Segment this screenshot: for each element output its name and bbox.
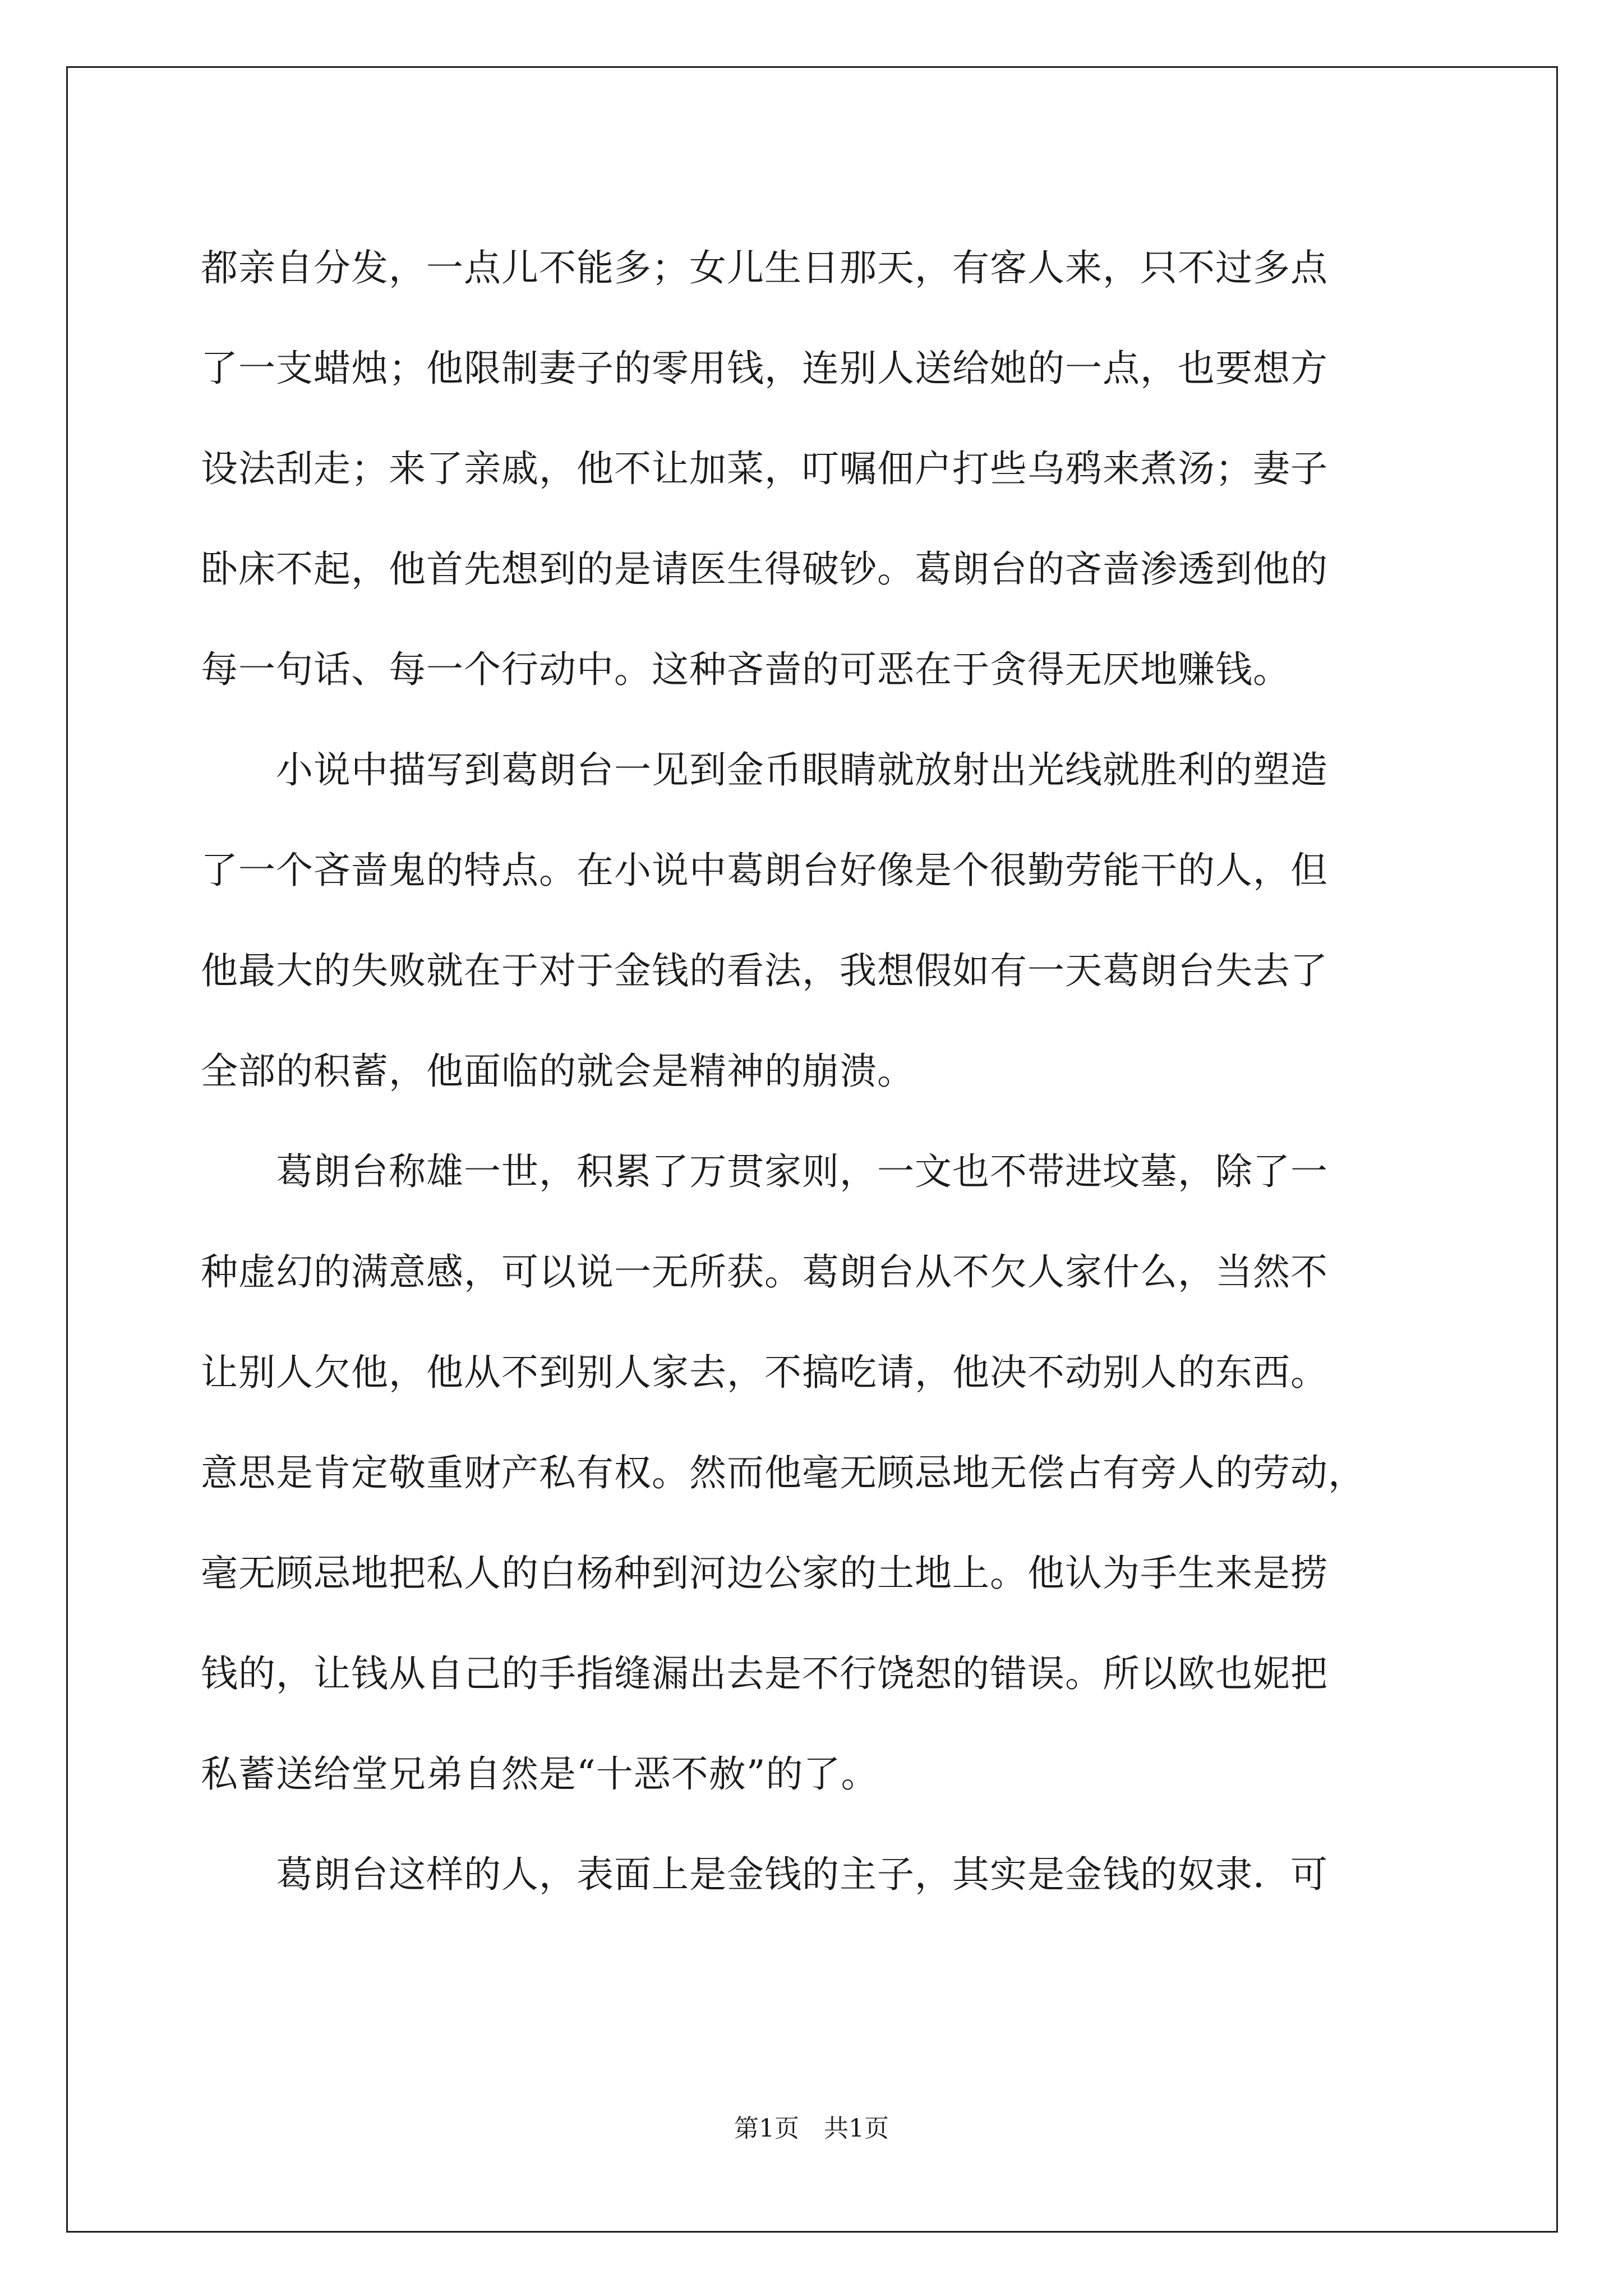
text-line: 了一个吝啬鬼的特点。在小说中葛朗台好像是个很勤劳能干的人，但 xyxy=(201,849,1328,892)
text-line: 私蓄送给堂兄弟自然是“十恶不赦”的了。 xyxy=(201,1752,879,1796)
text-line: 都亲自分发，一点儿不能多；女儿生日那天，有客人来，只不过多点 xyxy=(201,246,1328,289)
document-body xyxy=(201,218,1474,1925)
text-line: 钱的，让钱从自己的手指缝漏出去是不行饶恕的错误。所以欧也妮把 xyxy=(201,1652,1328,1695)
text-line: 小说中描写到葛朗台一见到金币眼睛就放射出光线就胜利的塑造 xyxy=(201,748,1328,792)
text-line: 种虚幻的满意感，可以说一无所获。葛朗台从不欠人家什么，当然不 xyxy=(201,1250,1328,1294)
text-line: 让别人欠他，他从不到别人家去，不搞吃请，他决不动别人的东西。 xyxy=(201,1351,1328,1394)
text-line: 了一支蜡烛；他限制妻子的零用钱，连别人送给她的一点，也要想方 xyxy=(201,347,1328,390)
text-line: 全部的积蓄，他面临的就会是精神的崩溃。 xyxy=(201,1050,915,1093)
text-line: 葛朗台这样的人，表面上是金钱的主子，其实是金钱的奴隶．可 xyxy=(201,1853,1328,1896)
text-line: 葛朗台称雄一世，积累了万贯家则，一文也不带进坟墓，除了一 xyxy=(201,1150,1328,1193)
text-line: 设法刮走；来了亲戚，他不让加菜，叮嘱佃户打些乌鸦来煮汤；妻子 xyxy=(201,447,1328,490)
page-footer: 第1页 共1页 xyxy=(734,2114,889,2143)
text-line: 每一句话、每一个行动中。这种吝啬的可恶在于贪得无厌地赚钱。 xyxy=(201,648,1290,691)
text-line: 毫无顾忌地把私人的白杨种到河边公家的土地上。他认为手生来是捞 xyxy=(201,1552,1328,1595)
text-line: 卧床不起，他首先想到的是请医生得破钞。葛朗台的吝啬渗透到他的 xyxy=(201,547,1328,591)
text-line: 意思是肯定敬重财产私有权。然而他毫无顾忌地无偿占有旁人的劳动， xyxy=(201,1451,1366,1494)
text-line: 他最大的失败就在于对于金钱的看法，我想假如有一天葛朗台失去了 xyxy=(201,949,1328,992)
